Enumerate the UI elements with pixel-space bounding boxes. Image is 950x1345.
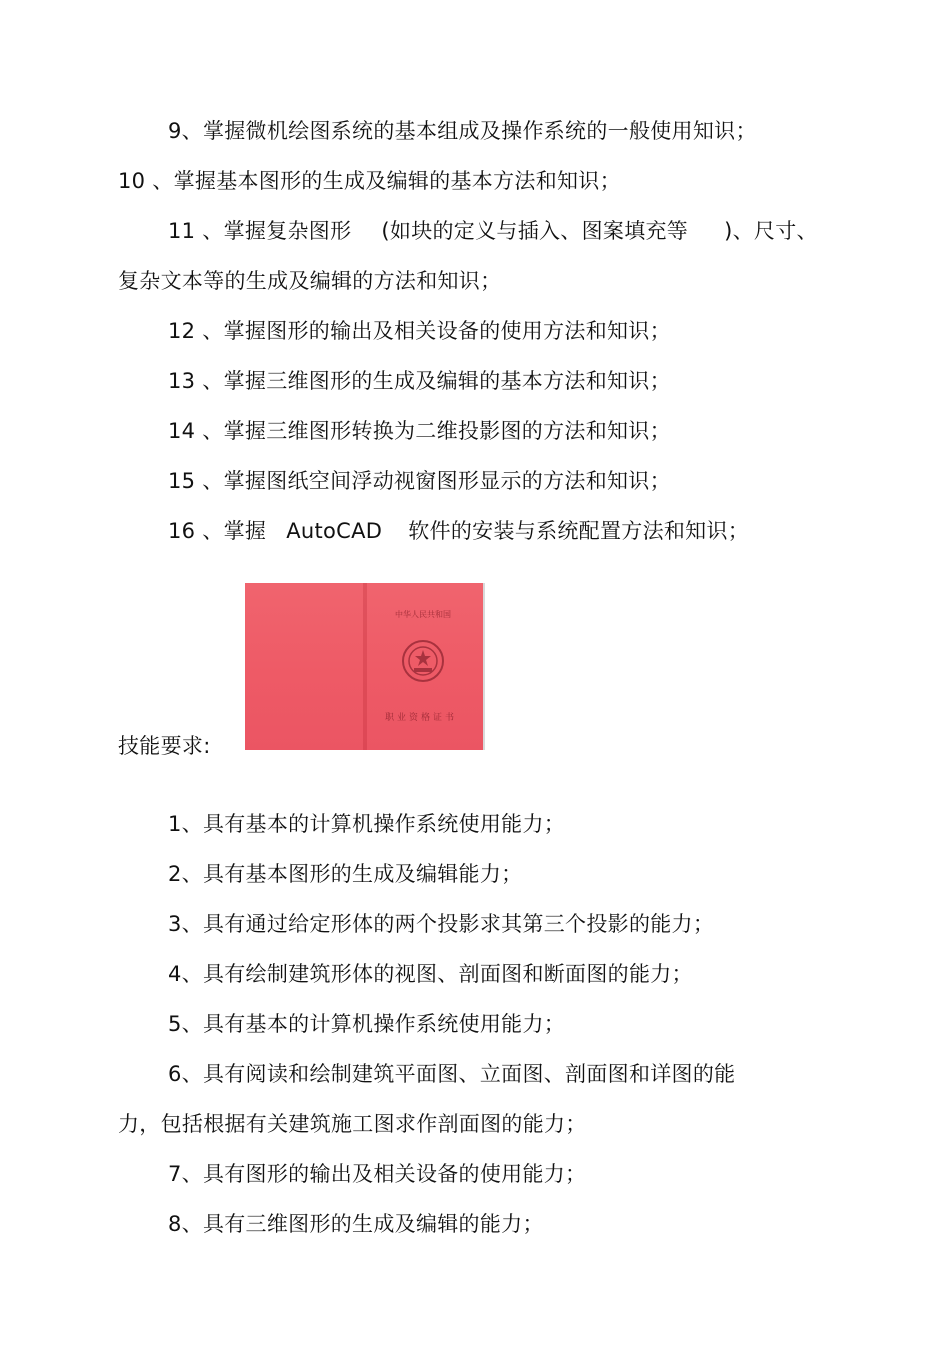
software-name: AutoCAD <box>286 519 383 543</box>
certificate-title-text: 职业资格证书 <box>385 713 458 723</box>
knowledge-item-12: 12 、掌握图形的输出及相关设备的使用方法和知识； <box>168 319 671 343</box>
skills-heading: 技能要求: <box>118 734 211 758</box>
skill-item-6: 6、具有阅读和绘制建筑平面图、立面图、剖面图和详图的能 <box>168 1062 736 1086</box>
skill-item-7: 7、具有图形的输出及相关设备的使用能力； <box>168 1162 587 1186</box>
knowledge-item-16 <box>168 516 749 546</box>
skill-item-3: 3、具有通过给定形体的两个投影求其第三个投影的能力； <box>168 912 715 936</box>
skill-item-8: 8、具有三维图形的生成及编辑的能力； <box>168 1212 544 1236</box>
knowledge-item-11-part-a: 11 、掌握复杂图形 <box>168 219 352 243</box>
skill-item-6-continued: 力，包括根据有关建筑施工图求作剖面图的能力； <box>118 1112 587 1136</box>
skill-item-2: 2、具有基本图形的生成及编辑能力； <box>168 862 523 886</box>
knowledge-item-16-part-c: 软件的安装与系统配置方法和知识； <box>408 519 750 543</box>
knowledge-item-13: 13 、掌握三维图形的生成及编辑的基本方法和知识； <box>168 369 671 393</box>
knowledge-item-16-part-a: 16 、掌握 <box>168 519 267 543</box>
knowledge-item-11-part-c: )、尺寸、 <box>724 219 818 243</box>
knowledge-item-11-continued: 复杂文本等的生成及编辑的方法和知识； <box>118 269 502 293</box>
skill-item-5: 5、具有基本的计算机操作系统使用能力； <box>168 1012 566 1036</box>
knowledge-item-9: 9、掌握微机绘图系统的基本组成及操作系统的一般使用知识； <box>168 119 757 143</box>
knowledge-item-11-part-b: (如块的定义与插入、图案填充等 <box>381 219 689 243</box>
national-emblem-icon <box>400 638 446 684</box>
knowledge-item-14: 14 、掌握三维图形转换为二维投影图的方法和知识； <box>168 419 671 443</box>
knowledge-item-10: 10 、掌握基本图形的生成及编辑的基本方法和知识； <box>118 169 621 193</box>
certificate-image <box>245 583 485 750</box>
certificate-spine <box>363 583 367 750</box>
knowledge-item-15: 15 、掌握图纸空间浮动视窗图形显示的方法和知识； <box>168 469 671 493</box>
certificate-top-text: 中华人民共和国 <box>395 610 451 619</box>
skill-item-1: 1、具有基本的计算机操作系统使用能力； <box>168 812 566 836</box>
knowledge-item-11 <box>168 216 818 246</box>
skill-item-4: 4、具有绘制建筑形体的视图、剖面图和断面图的能力； <box>168 962 693 986</box>
